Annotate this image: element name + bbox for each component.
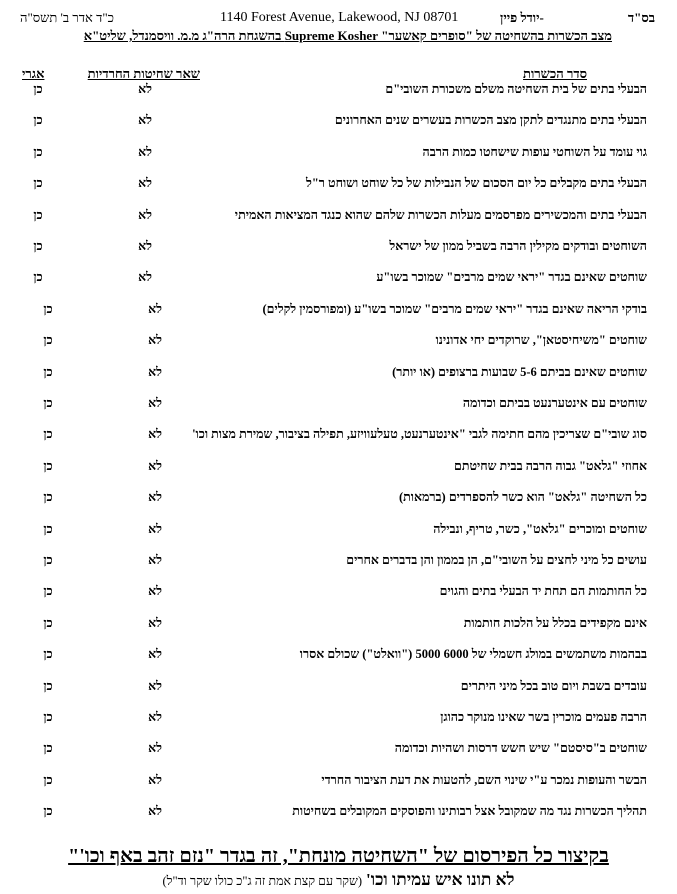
- row-value-other: לא: [138, 176, 152, 191]
- row-value-agri: כן: [43, 521, 53, 536]
- row-text: שוחטים עם אינטערנעט בביתם וכדומה: [462, 396, 647, 410]
- row-value-agri: כן: [33, 82, 43, 96]
- row-value-other: לא: [148, 364, 162, 379]
- table-row: [0, 333, 677, 353]
- row-value-agri: כן: [43, 458, 53, 473]
- column-header-other-haredi: שאר שחיטות החרדיות: [87, 66, 200, 81]
- table-row: [0, 427, 677, 447]
- row-value-other: לא: [148, 553, 162, 567]
- row-text: הרבה פעמים מוכרין בשר שאינו מנוקר כהוגן: [440, 710, 647, 724]
- row-text: השוחטים ובודקים מקילין הרבה בשביל ממון של ישראל: [389, 239, 647, 253]
- table-row: [0, 396, 677, 416]
- document-header: [0, 10, 677, 28]
- row-text: שוחטים ומוכרים "גלאט", כשר, טריף, ונבילה: [433, 521, 647, 536]
- row-value-agri: כן: [33, 176, 43, 191]
- row-text: אחוזי "גלאט" גבוה הרבה בבית שחיטתם: [454, 458, 647, 473]
- row-value-other: לא: [148, 396, 162, 410]
- row-value-agri: כן: [43, 678, 53, 693]
- row-text: עושים כל מיני לחצים על השובי"ם, הן בממון והן בדברים אחרים: [346, 553, 647, 567]
- row-value-agri: כן: [43, 647, 53, 662]
- table-row: [0, 647, 677, 667]
- document-title: מצב הכשרות בהשחיטה של "סופרים קאשער" Supreme Kosher בהשגחת הרה"ג מ.מ. וויסמנדל, שליט"א: [83, 28, 612, 43]
- row-value-agri: כן: [33, 113, 43, 128]
- column-header-agri: אגרי: [22, 66, 45, 81]
- row-text: תהליך הכשרות נגד מה שמקובל אצל רבותינו והפוסקים המקובלים בשחיטות: [292, 804, 647, 819]
- row-value-other: לא: [148, 521, 162, 536]
- header-bsd: בס"ד: [627, 10, 655, 25]
- row-value-other: לא: [138, 270, 152, 285]
- table-row: [0, 113, 677, 133]
- table-row: [0, 679, 677, 699]
- row-text: בודקי הריאה שאינם בגדר "יראי שמים מרבים" שמוכר בשו"ע (ומפורסמין לקלים): [262, 301, 647, 316]
- row-value-other: לא: [148, 678, 162, 693]
- table-row: [0, 616, 677, 636]
- row-value-agri: כן: [43, 427, 53, 442]
- row-value-other: לא: [138, 207, 152, 222]
- header-address: 1140 Forest Avenue, Lakewood, NJ 08701: [220, 10, 459, 25]
- table-row: [0, 239, 677, 259]
- row-text: שוחטים שאינם בגדר "יראי שמים מרבים" שמוכר בשו"ע: [376, 270, 647, 285]
- table-row: [0, 584, 677, 604]
- row-value-other: לא: [148, 710, 162, 724]
- row-value-agri: כן: [33, 207, 43, 222]
- row-value-agri: כן: [43, 333, 53, 348]
- row-value-agri: כן: [43, 553, 53, 567]
- table-row: [0, 365, 677, 385]
- table-row: [0, 553, 677, 573]
- row-text: הבעלי בתים והמכשירים מפרסמים מעלות הכשרות שלהם שהוא כנגד המציאות האמיתי: [234, 207, 647, 222]
- row-value-other: לא: [148, 301, 162, 316]
- header-date: כ"ד אדר ב' תשס"ה: [20, 10, 115, 25]
- row-text: עובדים בשבת ויום טוב בכל מיני היתרים: [460, 678, 647, 693]
- row-value-other: לא: [148, 584, 162, 599]
- row-value-agri: כן: [33, 239, 43, 253]
- row-text: סוג שובי"ם שצריכין מהם חתימה לגבי "אינטערנעט, טעלעוויזע, תפילה בציבור, שמירת מצות וכו': [192, 427, 647, 442]
- row-value-other: לא: [138, 113, 152, 128]
- table-row: [0, 459, 677, 479]
- table-row: [0, 710, 677, 730]
- column-header-kashrut-order: סדר הכשרות: [523, 66, 587, 81]
- row-text: שוחטים שאינם בביתם 5-6 שבועות ברצופים (או יותר): [392, 364, 647, 379]
- table-row: [0, 82, 677, 102]
- row-text: אינם מקפידים בכלל על הלכות חותמות: [463, 615, 647, 630]
- row-value-other: לא: [148, 647, 162, 662]
- row-value-agri: כן: [43, 490, 53, 505]
- row-value-other: לא: [148, 615, 162, 630]
- row-text: כל השחיטה "גלאט" הוא כשר להספרדים (ברמאות): [398, 490, 647, 505]
- table-row: [0, 522, 677, 542]
- row-value-other: לא: [148, 333, 162, 348]
- table-row: [0, 490, 677, 510]
- table-row: [0, 208, 677, 228]
- row-value-agri: כן: [43, 301, 53, 316]
- table-row: [0, 270, 677, 290]
- row-value-other: לא: [148, 490, 162, 505]
- row-value-agri: כן: [33, 270, 43, 285]
- row-text: הבעלי בתים מתנגדים לתקן מצב הכשרות בעשרים שנים האחרונים: [334, 113, 647, 128]
- table-row: [0, 176, 677, 196]
- row-value-agri: כן: [33, 144, 43, 159]
- table-row: [0, 741, 677, 761]
- row-value-agri: כן: [43, 615, 53, 630]
- row-value-agri: כן: [43, 364, 53, 379]
- row-value-other: לא: [138, 239, 152, 253]
- row-value-agri: כן: [43, 804, 53, 819]
- row-value-other: לא: [148, 458, 162, 473]
- row-value-agri: כן: [43, 741, 53, 756]
- row-value-other: לא: [138, 144, 152, 159]
- footer-quote: לא תונו איש עמיתו וכו': [366, 870, 515, 889]
- row-value-other: לא: [148, 804, 162, 819]
- row-value-agri: כן: [43, 772, 53, 787]
- footer-aside: (שקר עם קצת אמת זה ג"כ כולו שקר וד"ל): [162, 874, 362, 888]
- row-text: הבעלי בתים מקבלים כל יום הסכום של הנבילות של כל שוחט ושוחט ר"ל: [305, 176, 647, 191]
- table-row: [0, 302, 677, 322]
- row-value-other: לא: [148, 427, 162, 442]
- header-author: יודל פיין-: [500, 10, 544, 25]
- row-value-other: לא: [148, 741, 162, 756]
- row-text: שוחטים ב"סיסטם" שיש חשש דרסות ושהיות וכדומה: [394, 741, 647, 756]
- row-text: גוי עומד על השוחטי עופות שישחטו כמות הרבה: [422, 144, 647, 159]
- row-text: הבעלי בתים של בית השחיטה משלם משכורת השובי"ם: [385, 82, 647, 96]
- table-row: [0, 773, 677, 793]
- row-value-other: לא: [138, 82, 152, 96]
- row-value-agri: כן: [43, 584, 53, 599]
- row-text: בבהמות משתמשים במולג חשמלי של 6000 5000 ("וואלט") שכולם אסרו: [299, 647, 647, 662]
- footer-note: [0, 870, 677, 890]
- row-text: שוחטים "משיחיסטאן", שרוקדים יחי אדונינו: [435, 333, 647, 348]
- row-text: כל החותמות הם תחת יד הבעלי בתים והגוים: [439, 584, 647, 599]
- row-value-other: לא: [148, 772, 162, 787]
- row-value-agri: כן: [43, 396, 53, 410]
- table-row: [0, 804, 677, 824]
- row-text: הבשר והעופות נמכר ע"י שינוי השם, להטעות את דעת הציבור החרדי: [321, 772, 647, 787]
- table-row: [0, 145, 677, 165]
- row-value-agri: כן: [43, 710, 53, 724]
- footer-summary: בקיצור כל הפירסום של "השחיטה מונחת", זה בגדר "נזם זהב באף וכו'": [68, 845, 609, 867]
